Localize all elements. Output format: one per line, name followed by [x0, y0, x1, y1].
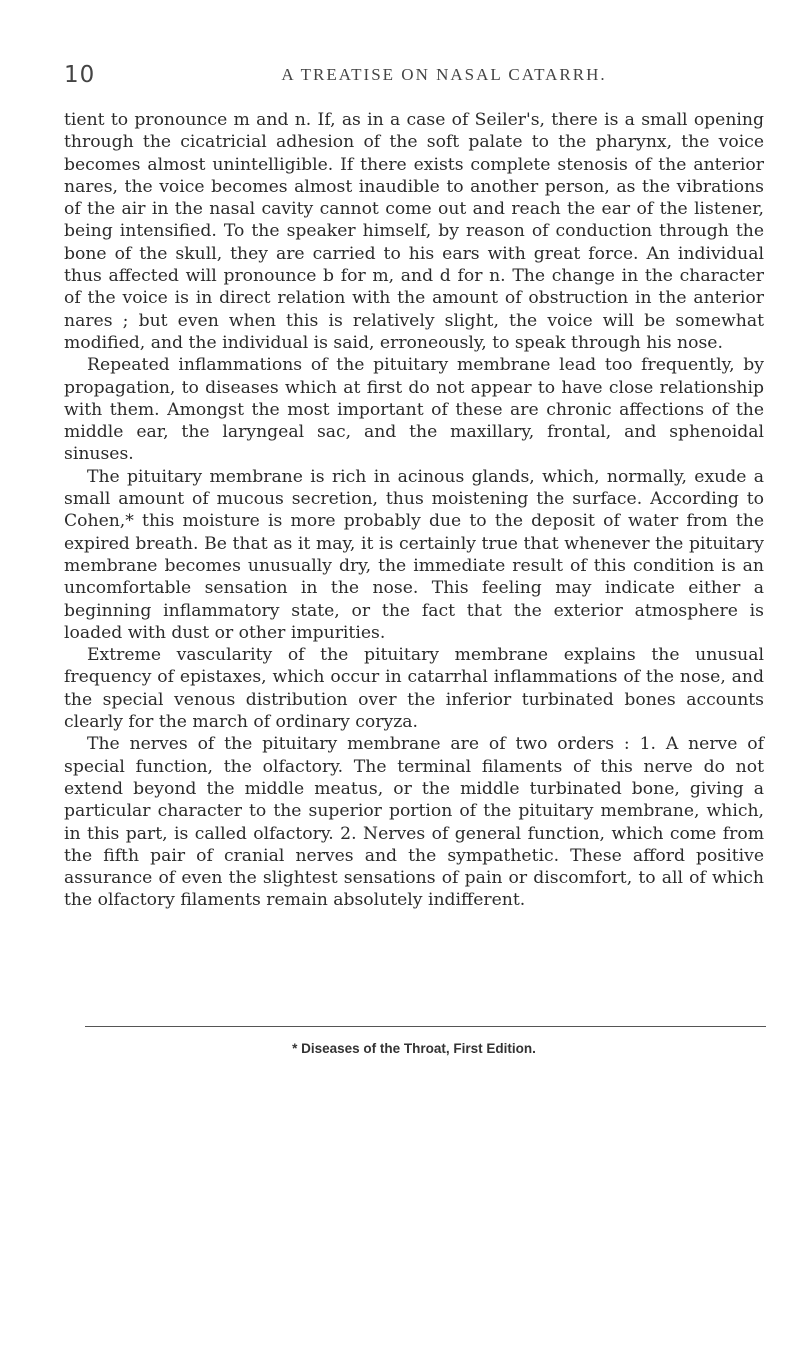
paragraph-1: tient to pronounce m and n. If, as in a case of Seiler's, there is a small opening through the cicatricial adhesion of the soft palate to the pharynx, the voice becomes almost unintelligible. If there exists complete stenosis of the anterior nares, the voice becomes almost inaudible to another person, as the vibrations of the air in the nasal cavity cannot come out and reach the ear of the listener, being intensified. To the speaker himself, by reason of conduction through the bone of the skull, they are carried to his ears with great force. An individual thus affected will pronounce b for m, and d for n. The change in the character of the voice is in direct relation with the amount of obstruction in the anterior nares ; but even when this is relatively slight, the voice will be somewhat modified, and the individual is said, erroneously, to speak through his nose.: [64, 110, 764, 353]
paragraph-2: Repeated inflammations of the pituitary membrane lead too frequently, by propagation, to diseases which at first do not appear to have close relationship with them. Amongst the most important of these are chronic affections of the middle ear, the laryngeal sac, and the maxillary, frontal, and sphenoidal sinuses.: [64, 355, 764, 465]
paragraph-5: The nerves of the pituitary membrane are of two orders : 1. A nerve of special function, the olfactory. The terminal filaments of this nerve do not extend beyond the middle meatus, or the middle turbinated bone, giving a particular character to the superior portion of the pituitary membrane, which, in this part, is called olfactory. 2. Nerves of general function, which come from the fifth pair of cranial nerves and the sympathetic. These afford positive assurance of even the slightest sensations of pain or discomfort, to all of which the olfactory filaments remain absolutely indifferent.: [64, 734, 764, 911]
footnote-divider: [85, 1026, 766, 1027]
running-title: A TREATISE ON NASAL CATARRH.: [281, 65, 607, 84]
footnote: * Diseases of the Throat, First Edition.: [292, 1041, 536, 1056]
paragraph-4: Extreme vascularity of the pituitary membrane explains the unusual frequency of epistaxes, which occur in catarrhal inflammations of the nose, and the special venous distribution over the inferior turbinated bones accounts clearly for the march of ordinary coryza.: [64, 645, 764, 733]
running-header: [64, 62, 764, 92]
paragraph-3: The pituitary membrane is rich in acinous glands, which, normally, exude a small amount of mucous secretion, thus moistening the surface. According to Cohen,* this moisture is more probably due to the deposit of water from the expired breath. Be that as it may, it is certainly true that whenever the pituitary membrane becomes unusually dry, the immediate result of this condition is an uncomfortable sensation in the nose. This feeling may indicate either a beginning inflammatory state, or the fact that the exterior atmosphere is loaded with dust or other impurities.: [64, 466, 764, 643]
page-number: 10: [64, 62, 96, 88]
body-text: [64, 109, 764, 912]
